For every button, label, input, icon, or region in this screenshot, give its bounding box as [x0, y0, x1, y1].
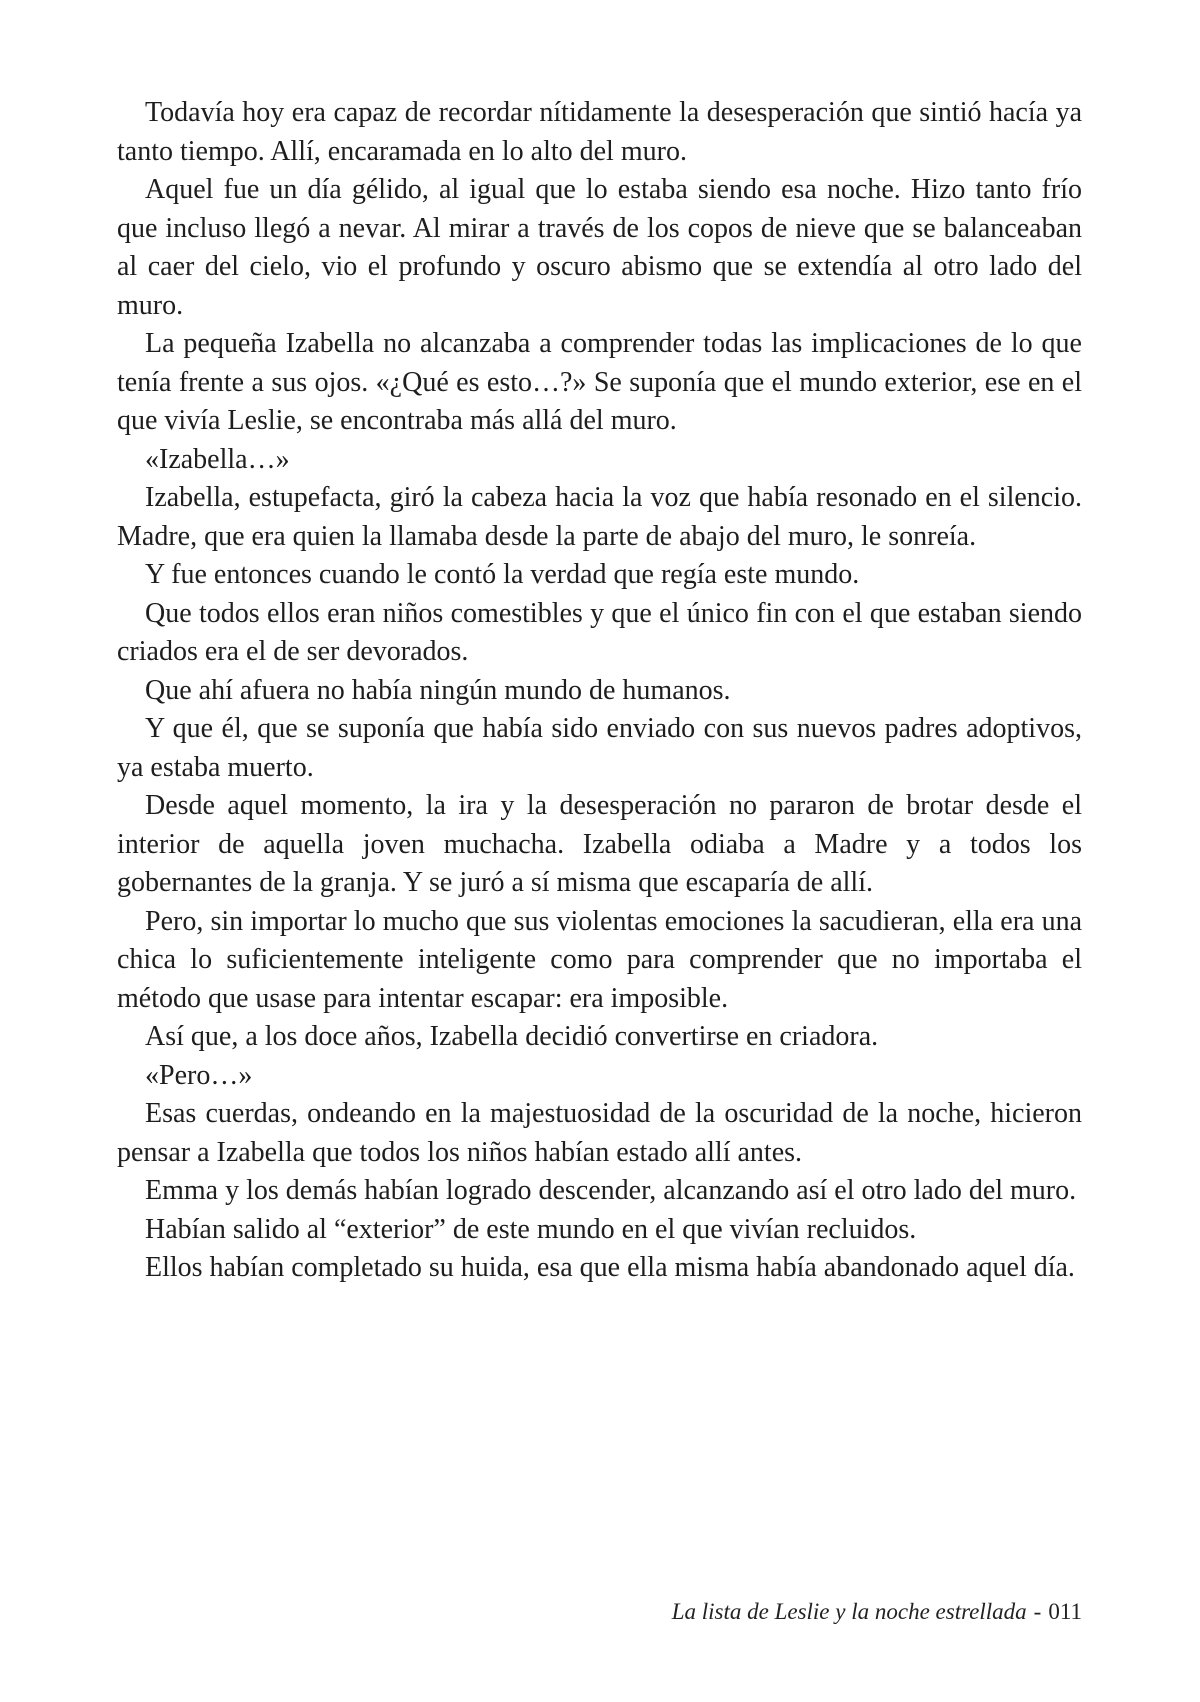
paragraph: Que ahí afuera no había ningún mundo de humanos. [145, 674, 731, 706]
footer-page-number: 011 [1048, 1599, 1082, 1624]
paragraph: Izabella, estupefacta, giró la cabeza hacia la voz que había resonado en el silencio. Madre, que era quien la llamaba desde la parte de abajo del muro, le sonreía. [117, 482, 1082, 552]
paragraph: Ellos habían completado su huida, esa que ella misma había abandonado aquel día. [145, 1252, 1075, 1283]
paragraph: «Izabella…» [145, 443, 290, 475]
paragraph: Desde aquel momento, la ira y la desesperación no pararon de brotar desde el interior de aquella joven muchacha. Izabella odiaba a Madre y a todos los gobernantes de la granja. Y se juró a sí misma que escaparía de allí. [117, 790, 1082, 898]
paragraph: Pero, sin importar lo mucho que sus violentas emociones la sacudieran, ella era una chica lo suficientemente inteligente como para comprender que no importaba el método que usase para intentar escapar: era imposible. [117, 905, 1082, 1014]
paragraph: «Pero…» [145, 1059, 253, 1091]
paragraph: Esas cuerdas, ondeando en la majestuosidad de la oscuridad de la noche, hicieron pensar a Izabella que todos los niños habían estado allí antes. [117, 1098, 1082, 1168]
paragraph: Aquel fue un día gélido, al igual que lo estaba siendo esa noche. Hizo tanto frío que incluso llegó a nevar. Al mirar a través de los copos de nieve que se balanceaban al caer del cielo, vio el profundo y oscuro abismo que se extendía al otro lado del muro. [117, 174, 1082, 321]
paragraph: Habían salido al “exterior” de este mundo en el que vivían recluidos. [145, 1213, 917, 1245]
footer-book-title: La lista de Leslie y la noche estrellada [671, 1599, 1027, 1624]
footer-separator: - [1033, 1599, 1042, 1624]
paragraph: Así que, a los doce años, Izabella decidió convertirse en criadora. [145, 1021, 879, 1052]
paragraph: Todavía hoy era capaz de recordar nítidamente la desesperación que sintió hacía ya tanto tiempo. Allí, encaramada en lo alto del muro. [117, 97, 1082, 167]
paragraph: Y fue entonces cuando le contó la verdad que regía este mundo. [145, 559, 860, 590]
paragraph: Emma y los demás habían logrado descender, alcanzando así el otro lado del muro. [145, 1175, 1077, 1206]
paragraph: Que todos ellos eran niños comestibles y que el único fin con el que estaban siendo criados era el de ser devorados. [117, 597, 1082, 667]
paragraph: Y que él, que se suponía que había sido enviado con sus nuevos padres adoptivos, ya estaba muerto. [117, 713, 1082, 783]
paragraph: La pequeña Izabella no alcanzaba a comprender todas las implicaciones de lo que tenía frente a sus ojos. «¿Qué es esto…?» Se suponía que el mundo exterior, ese en el que vivía Leslie, se encontraba más allá del muro. [117, 328, 1082, 436]
body-text [117, 94, 1082, 1288]
page-footer [672, 1598, 1082, 1626]
